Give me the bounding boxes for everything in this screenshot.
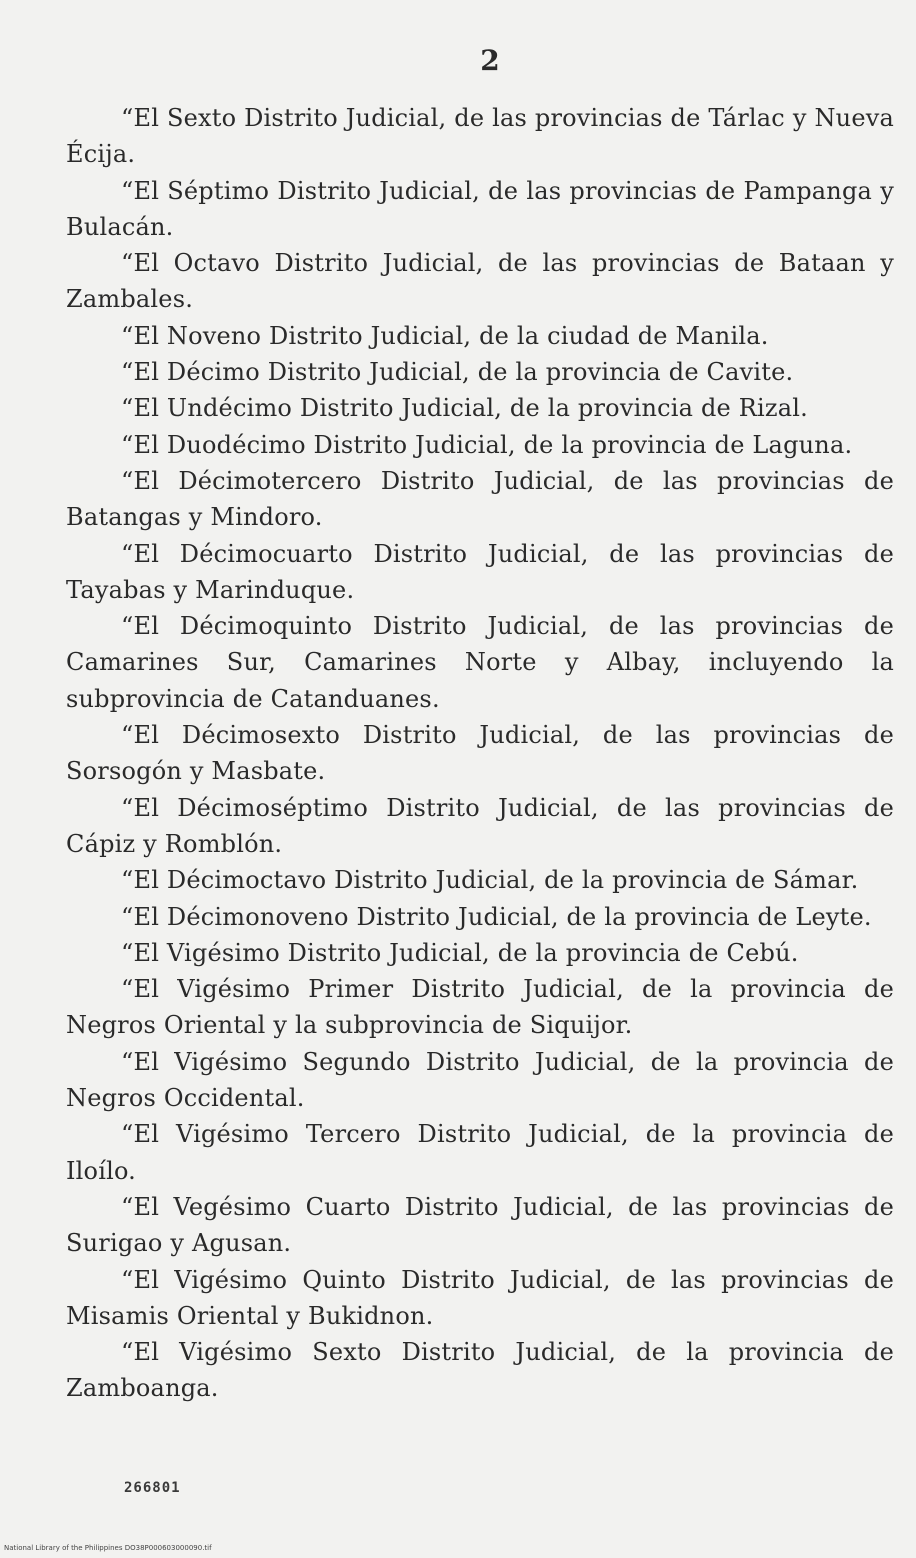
paragraph-district-7: “El Séptimo Distrito Judicial, de las provincias de Pampanga y Bulacán. <box>66 176 894 241</box>
paragraph-district-18: “El Décimoctavo Distrito Judicial, de la provincia de Sámar. <box>121 866 859 895</box>
paragraph-district-25: “El Vigésimo Quinto Distrito Judicial, de las provincias de Misamis Oriental y Bukidnon. <box>66 1265 894 1330</box>
paragraph-district-16: “El Décimosexto Distrito Judicial, de las provincias de Sorsogón y Masbate. <box>66 721 894 786</box>
print-code: 266801 <box>124 1480 181 1496</box>
footer-note: National Library of the Philippines DO38P000603000090.tif <box>4 1544 212 1552</box>
paragraph-district-21: “El Vigésimo Primer Distrito Judicial, de la provincia de Negros Oriental y la subprovincia de Siquijor. <box>66 975 894 1040</box>
paragraph-district-10: “El Décimo Distrito Judicial, de la provincia de Cavite. <box>121 358 794 387</box>
paragraph-district-22: “El Vigésimo Segundo Distrito Judicial, de la provincia de Negros Occidental. <box>66 1047 894 1113</box>
paragraph-district-20: “El Vigésimo Distrito Judicial, de la provincia de Cebú. <box>121 938 799 967</box>
body-text <box>66 100 894 1407</box>
paragraph-district-8: “El Octavo Distrito Judicial, de las provincias de Bataan y Zambales. <box>66 249 894 314</box>
paragraph-district-24: “El Vegésimo Cuarto Distrito Judicial, de las provincias de Surigao y Agusan. <box>66 1192 894 1258</box>
paragraph-district-17: “El Décimoséptimo Distrito Judicial, de las provincias de Cápiz y Romblón. <box>66 793 894 858</box>
paragraph-district-13: “El Décimotercero Distrito Judicial, de las provincias de Batangas y Mindoro. <box>66 466 894 532</box>
paragraph-district-12: “El Duodécimo Distrito Judicial, de la provincia de Laguna. <box>121 430 853 459</box>
paragraph-district-11: “El Undécimo Distrito Judicial, de la provincia de Rizal. <box>121 394 808 423</box>
paragraph-district-19: “El Décimonoveno Distrito Judicial, de la provincia de Leyte. <box>121 902 872 931</box>
paragraph-district-15: “El Décimoquinto Distrito Judicial, de las provincias de Camarines Sur, Camarines Norte y Albay, incluyendo la subprovincia de Catanduanes. <box>66 612 894 713</box>
paragraph-district-14: “El Décimocuarto Distrito Judicial, de las provincias de Tayabas y Marinduque. <box>66 539 894 604</box>
paragraph-district-23: “El Vigésimo Tercero Distrito Judicial, de la provincia de Iloílo. <box>66 1120 894 1185</box>
paragraph-district-9: “El Noveno Distrito Judicial, de la ciudad de Manila. <box>121 321 769 350</box>
paragraph-district-6: “El Sexto Distrito Judicial, de las provincias de Tárlac y Nueva Écija. <box>66 104 894 169</box>
paragraph-district-26: “El Vigésimo Sexto Distrito Judicial, de la provincia de Zamboanga. <box>66 1338 894 1403</box>
page-number: 2 <box>480 44 500 77</box>
